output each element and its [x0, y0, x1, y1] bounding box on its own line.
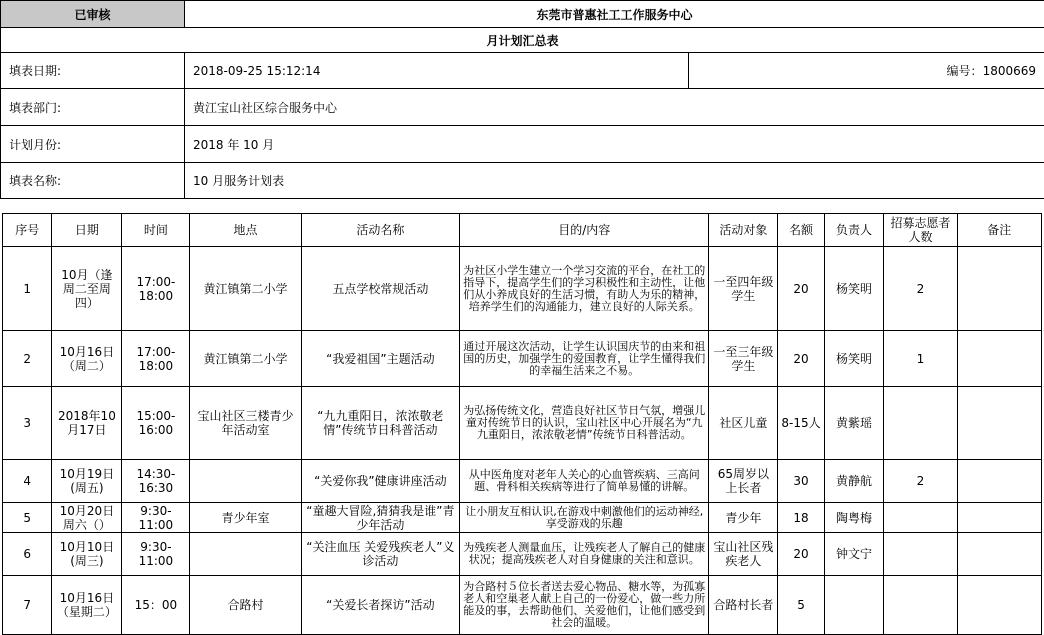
table-cell: 15：00 [122, 576, 190, 635]
table-cell: 2018年10月17日 [52, 387, 122, 460]
table-cell: 3 [3, 387, 52, 460]
column-header: 活动名称 [301, 214, 460, 247]
table-cell [190, 533, 301, 576]
table-cell: 陶粤梅 [824, 503, 884, 533]
table-row [3, 331, 1042, 387]
column-header: 地点 [190, 214, 301, 247]
table-cell: 一至三年级学生 [709, 331, 778, 387]
table-cell: “关爱你我”健康讲座活动 [301, 460, 460, 503]
table-cell: 7 [3, 576, 52, 635]
table-row [3, 460, 1042, 503]
table-cell: 为社区小学生建立一个学习交流的平台，在社工的指导下，提高学生们的学习积极性和主动性，让他们从小养成良好的生活习惯，有助人为乐的精神，培养学生们的沟通能力，建立良好的人际关系。 [460, 247, 709, 331]
plan-month-value: 2018 年 10 月 [185, 126, 1044, 163]
table-cell: 合路村 [190, 576, 301, 635]
table-row [3, 387, 1042, 460]
table-cell: 2 [884, 247, 957, 331]
department-label: 填表部门: [1, 89, 185, 126]
table-cell [824, 576, 884, 635]
table-row [3, 576, 1042, 635]
column-header: 招募志愿者人数 [884, 214, 957, 247]
table-cell [957, 533, 1042, 576]
column-header: 时间 [122, 214, 190, 247]
table-cell: 20 [778, 533, 824, 576]
serial-number [689, 53, 1044, 89]
column-header: 名额 [778, 214, 824, 247]
column-header: 序号 [3, 214, 52, 247]
table-cell: 1 [3, 247, 52, 331]
table-cell: 9:30-11:00 [122, 503, 190, 533]
table-cell: 合路村长者 [709, 576, 778, 635]
table-cell [957, 503, 1042, 533]
table-cell [957, 460, 1042, 503]
table-cell [884, 503, 957, 533]
table-cell: 8-15人 [778, 387, 824, 460]
column-header: 备注 [957, 214, 1042, 247]
table-row [3, 503, 1042, 533]
fill-date-label: 填表日期: [1, 53, 185, 89]
table-cell: 青少年 [709, 503, 778, 533]
table-cell: 通过开展这次活动，让学生认识国庆节的由来和祖国的历史，加强学生的爱国教育，让学生懂得我们的幸福生活来之不易。 [460, 331, 709, 387]
table-row [3, 533, 1042, 576]
table-cell: 黄江镇第二小学 [190, 247, 301, 331]
table-cell: 9:30-11:00 [122, 533, 190, 576]
table-cell: 14:30-16:30 [122, 460, 190, 503]
table-cell: 10月19日(周五) [52, 460, 122, 503]
table-cell: 10月16日（周二） [52, 331, 122, 387]
column-header: 日期 [52, 214, 122, 247]
table-cell: 黄紫瑶 [824, 387, 884, 460]
table-cell: 青少年室 [190, 503, 301, 533]
table-cell [884, 387, 957, 460]
table-cell: 为弘扬传统文化，营造良好社区节日气氛，增强儿童对传统节日的认识，宝山社区中心开展名为“九九重阳日，浓浓敬老情”传统节日科普活动。 [460, 387, 709, 460]
table-cell: 杨笑明 [824, 331, 884, 387]
table-cell: 黄江镇第二小学 [190, 331, 301, 387]
table-cell: 让小朋友互相认识,在游戏中刺激他们的运动神经,享受游戏的乐趣 [460, 503, 709, 533]
plan-table [2, 213, 1042, 635]
plan-month-label: 计划月份: [1, 126, 185, 163]
table-cell: 17:00-18:00 [122, 331, 190, 387]
table-cell: 社区儿童 [709, 387, 778, 460]
table-cell: 65周岁以上长者 [709, 460, 778, 503]
table-cell: 宝山社区残疾老人 [709, 533, 778, 576]
table-cell: 17:00-18:00 [122, 247, 190, 331]
table-cell [957, 576, 1042, 635]
table-cell [957, 331, 1042, 387]
serial-label: 编号： [947, 64, 983, 78]
table-cell: 6 [3, 533, 52, 576]
status-badge: 已审核 [1, 1, 185, 28]
department-value: 黄江宝山社区综合服务中心 [185, 89, 1044, 126]
table-cell: “关爱长者探访”活动 [301, 576, 460, 635]
form-name-value: 10 月服务计划表 [185, 163, 1044, 199]
table-cell: 20 [778, 331, 824, 387]
table-cell: 10月10日(周三) [52, 533, 122, 576]
table-cell [957, 247, 1042, 331]
table-cell: 杨笑明 [824, 247, 884, 331]
table-cell: 宝山社区三楼青少年活动室 [190, 387, 301, 460]
page-title: 月计划汇总表 [1, 28, 1044, 53]
table-cell: 从中医角度对老年人关心的心血管疾病、三高问题、骨科相关疾病等进行了简单易懂的讲解。 [460, 460, 709, 503]
serial-value: 1800669 [983, 64, 1036, 78]
table-cell: 18 [778, 503, 824, 533]
table-cell: “九九重阳日，浓浓敬老情”传统节日科普活动 [301, 387, 460, 460]
table-cell: 一至四年级学生 [709, 247, 778, 331]
table-cell: 20 [778, 247, 824, 331]
table-cell: “我爱祖国”主题活动 [301, 331, 460, 387]
table-cell: 10月20日周六（） [52, 503, 122, 533]
table-cell: 4 [3, 460, 52, 503]
table-cell: “关注血压 关爱残疾老人”义诊活动 [301, 533, 460, 576]
table-cell: 1 [884, 331, 957, 387]
table-cell: 黄静航 [824, 460, 884, 503]
column-header: 活动对象 [709, 214, 778, 247]
table-cell: 钟文宁 [824, 533, 884, 576]
table-cell [957, 387, 1042, 460]
table-cell: 5 [778, 576, 824, 635]
table-cell: 为残疾老人测量血压，让残疾老人了解自己的健康状况；提高残疾老人对自身健康的关注和意识。 [460, 533, 709, 576]
table-cell: 30 [778, 460, 824, 503]
table-cell: 2 [884, 460, 957, 503]
organization-name: 东莞市普惠社工工作服务中心 [185, 1, 1044, 28]
form-name-label: 填表名称: [1, 163, 185, 199]
column-header: 负责人 [824, 214, 884, 247]
table-cell: 五点学校常规活动 [301, 247, 460, 331]
table-cell [190, 460, 301, 503]
column-header: 目的/内容 [460, 214, 709, 247]
form-header [0, 0, 1044, 199]
table-cell: 10月（逢周二至周四） [52, 247, 122, 331]
table-cell: 15:00-16:00 [122, 387, 190, 460]
table-cell [884, 533, 957, 576]
table-cell: 2 [3, 331, 52, 387]
table-cell: 10月16日（星期二） [52, 576, 122, 635]
table-cell: 为合路村５位长者送去爱心物品、糖水等，为孤寡老人和空巢老人献上自己的一份爱心，做一些力所能及的事，去帮助他们、关爱他们，让他们感受到社会的温暖。 [460, 576, 709, 635]
fill-date-value: 2018-09-25 15:12:14 [185, 53, 689, 89]
table-cell: “童趣大冒险,猜猜我是谁”青少年活动 [301, 503, 460, 533]
table-cell: 5 [3, 503, 52, 533]
header-row [3, 214, 1042, 247]
table-cell [884, 576, 957, 635]
table-row [3, 247, 1042, 331]
